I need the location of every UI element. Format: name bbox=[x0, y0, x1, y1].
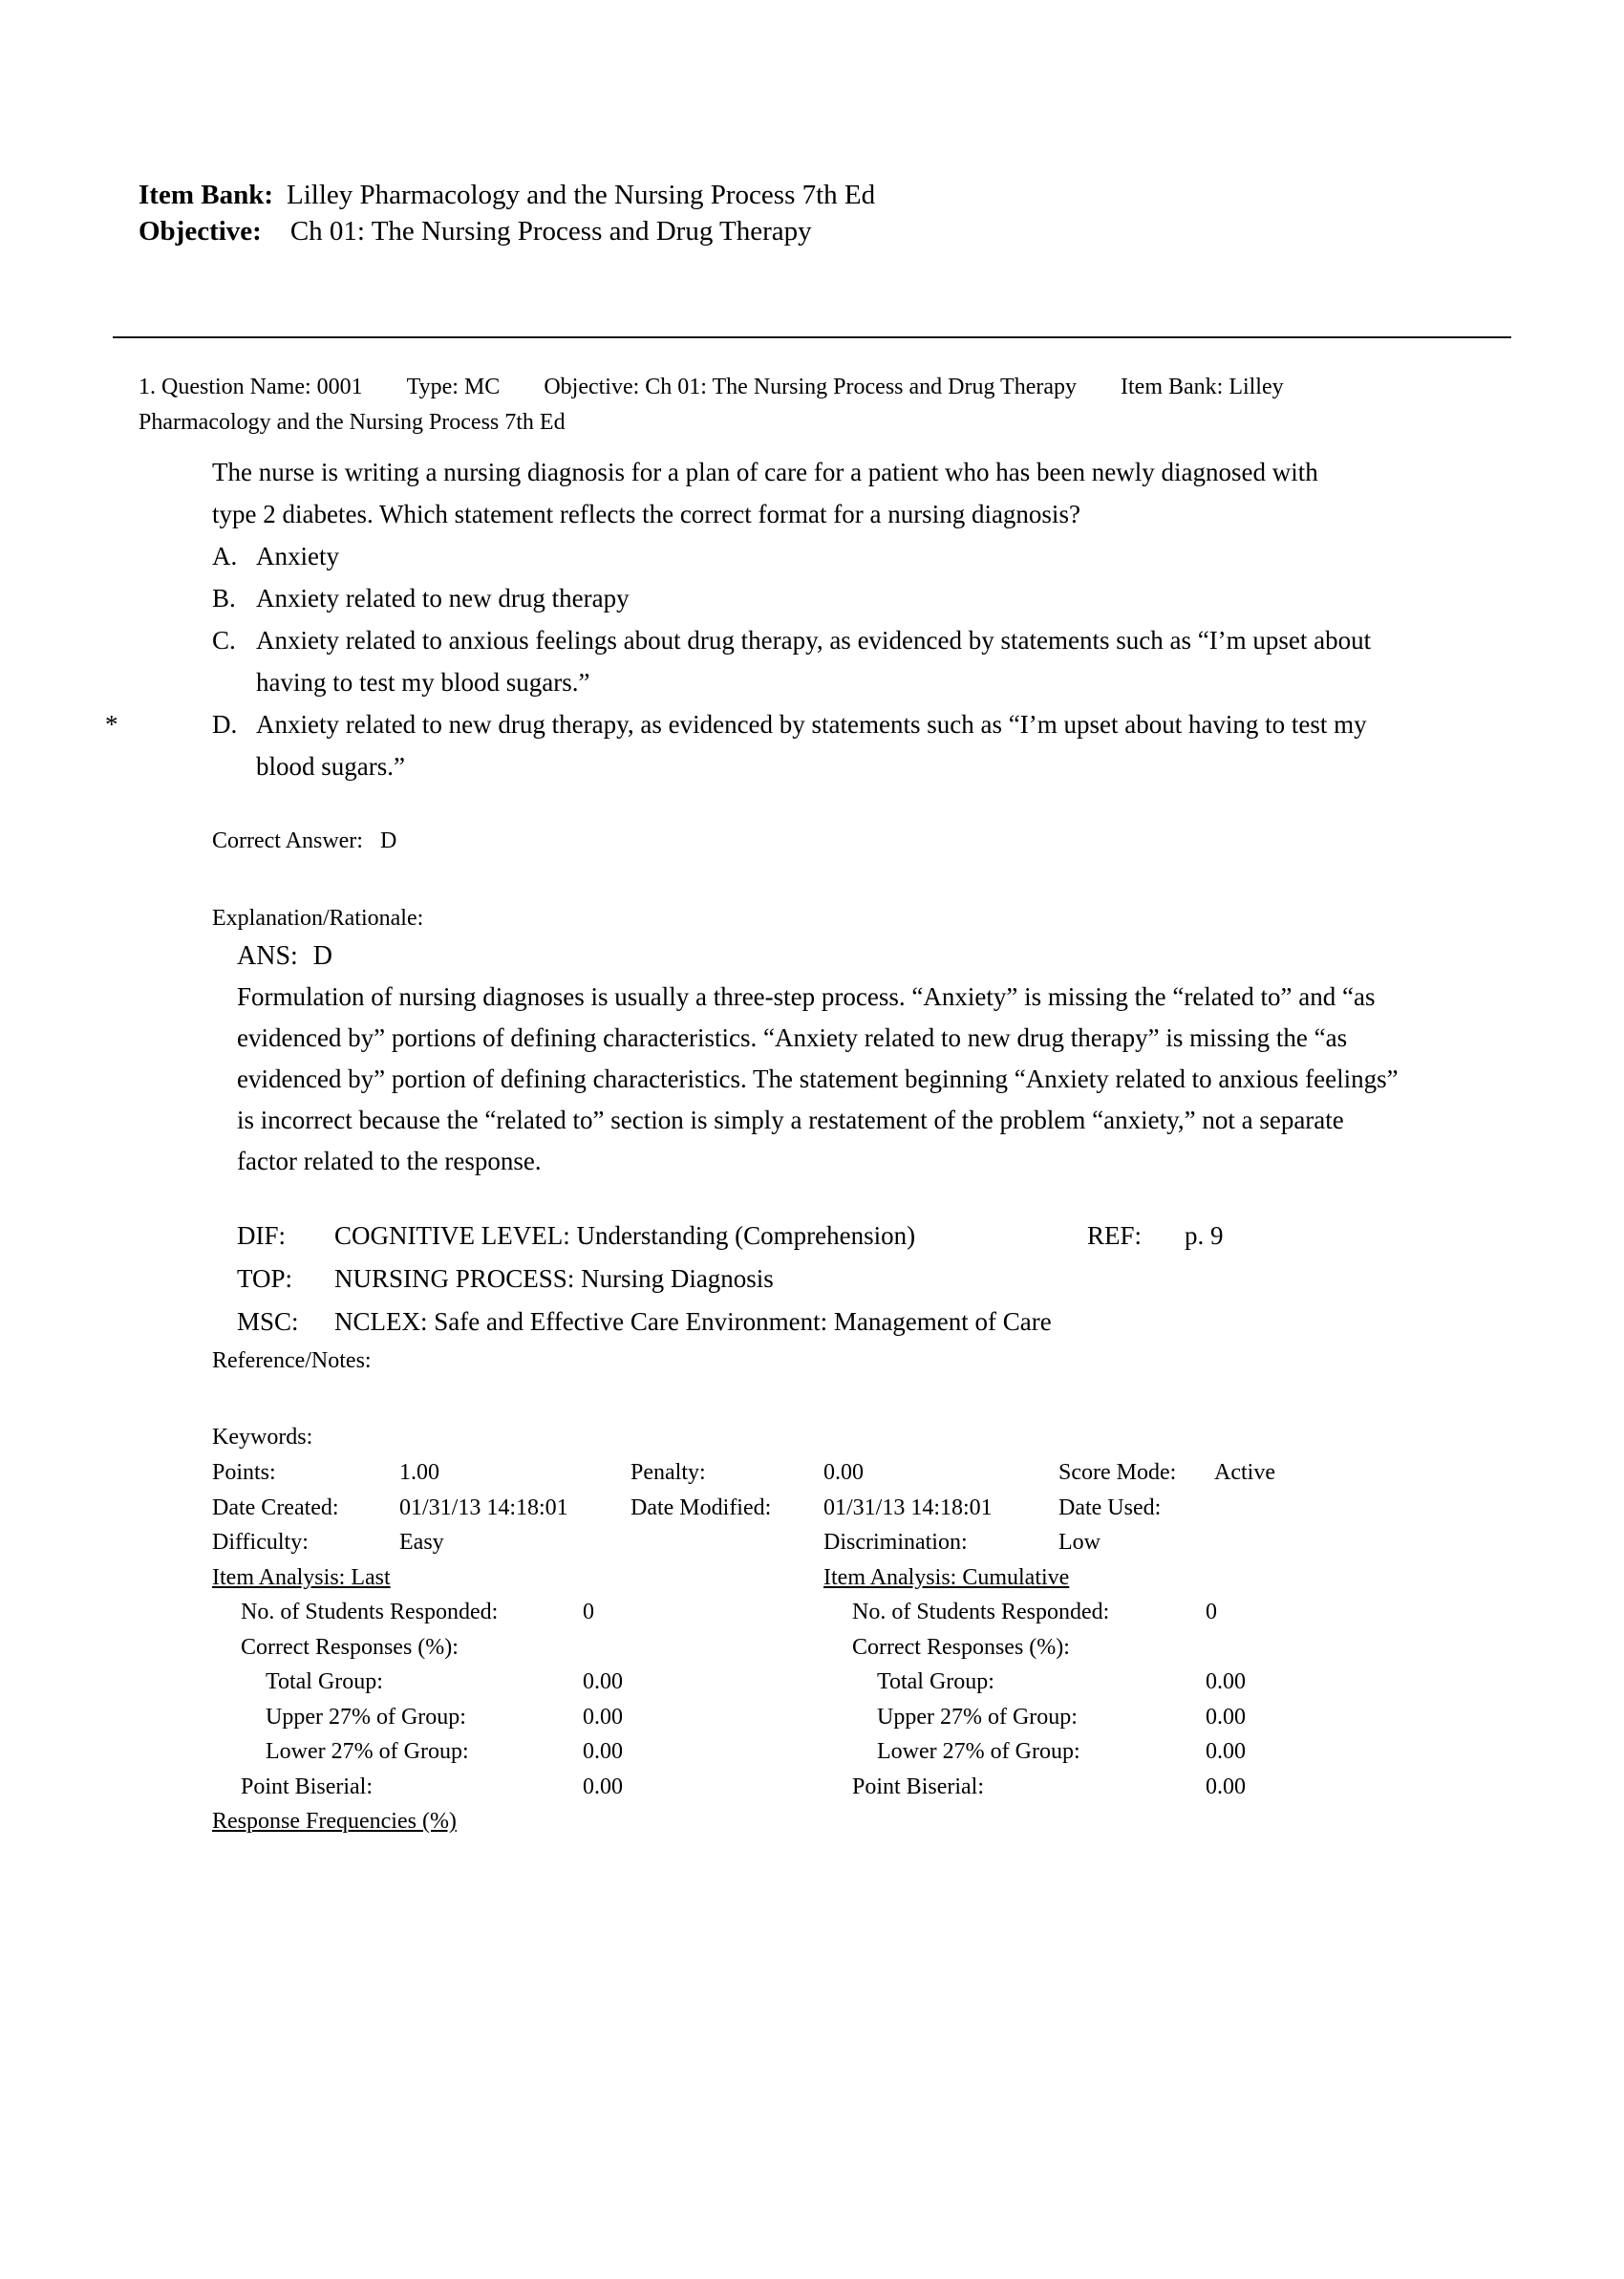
ans-value: D bbox=[312, 941, 333, 971]
objective-value: Ch 01: The Nursing Process and Drug Therapy bbox=[289, 216, 812, 247]
lower-group-label: Lower 27% of Group: bbox=[877, 1739, 1080, 1764]
option-text: Anxiety related to new drug therapy bbox=[256, 584, 630, 613]
responded-label: No. of Students Responded: bbox=[852, 1600, 1110, 1624]
date-created-label: Date Created: bbox=[212, 1494, 339, 1520]
option-letter: D. bbox=[212, 710, 238, 739]
document-page bbox=[0, 177, 1624, 2279]
lower-group-row bbox=[212, 1734, 823, 1770]
point-biserial-value: 0.00 bbox=[583, 1774, 623, 1799]
lower-group-label: Lower 27% of Group: bbox=[266, 1739, 469, 1764]
type-field bbox=[407, 375, 501, 399]
msc-label: MSC: bbox=[237, 1307, 299, 1336]
rationale-text: Formulation of nursing diagnoses is usually a three-step process. “Anxiety” is missing the “related to” and “as evidenced by” portions of defining characteristics. “Anxiety related to new drug therapy” is missing the “as evidenced by” portion of defining characteristics. The statement beginning “Anxiety related to anxious feelings” is incorrect because the “related to” section is simply a restatement of the problem “anxiety,” not a separate factor related to the response. bbox=[237, 982, 1399, 1175]
total-group-label: Total Group: bbox=[266, 1669, 383, 1694]
option-letter: C. bbox=[212, 626, 236, 655]
penalty-value: 0.00 bbox=[823, 1460, 864, 1485]
upper-group-label: Upper 27% of Group: bbox=[266, 1704, 466, 1730]
meta-item-bank-label: Item Bank: bbox=[1121, 375, 1224, 399]
difficulty-label: Difficulty: bbox=[212, 1530, 309, 1555]
question-name-value: 0001 bbox=[316, 375, 363, 399]
classification-block bbox=[237, 1215, 1624, 1344]
date-used-label: Date Used: bbox=[1058, 1494, 1162, 1520]
ref-value: p. 9 bbox=[1185, 1221, 1224, 1250]
lower-group-row bbox=[823, 1734, 1624, 1770]
question-name-field bbox=[161, 375, 363, 399]
objective-line bbox=[139, 213, 1624, 249]
correct-responses-row bbox=[212, 1630, 823, 1666]
responded-value: 0 bbox=[1206, 1600, 1217, 1624]
correct-answer-marker: * bbox=[105, 710, 118, 739]
point-biserial-row bbox=[823, 1770, 1624, 1805]
dif-row bbox=[237, 1215, 1624, 1258]
total-group-row bbox=[823, 1665, 1624, 1700]
ans-line bbox=[237, 936, 1624, 977]
keywords-label: Keywords: bbox=[212, 1425, 313, 1450]
point-biserial-value: 0.00 bbox=[1206, 1774, 1246, 1799]
upper-group-row bbox=[212, 1700, 823, 1735]
item-bank-value: Lilley Pharmacology and the Nursing Process 7th Ed bbox=[286, 180, 876, 210]
item-analysis-section bbox=[212, 1560, 1624, 1805]
item-analysis-cumulative-title: Item Analysis: Cumulative bbox=[823, 1564, 1070, 1590]
spacer-cell bbox=[1214, 1525, 1473, 1560]
attributes-grid bbox=[212, 1455, 1473, 1560]
score-mode-label: Score Mode: bbox=[1058, 1460, 1177, 1485]
response-frequencies-heading: Response Frequencies (%) bbox=[212, 1809, 457, 1834]
lower-group-value: 0.00 bbox=[1206, 1739, 1246, 1764]
upper-group-value: 0.00 bbox=[1206, 1704, 1246, 1730]
item-analysis-last bbox=[212, 1560, 823, 1805]
total-group-value: 0.00 bbox=[1206, 1669, 1246, 1694]
msc-value: NCLEX: Safe and Effective Care Environment: Management of Care bbox=[334, 1307, 1052, 1336]
msc-row bbox=[237, 1301, 1624, 1344]
meta-item-bank-value: Lilley Pharmacology and the Nursing Process 7th Ed bbox=[139, 375, 1284, 435]
correct-answer-value: D bbox=[379, 828, 397, 853]
divider bbox=[113, 336, 1511, 338]
upper-group-label: Upper 27% of Group: bbox=[877, 1704, 1078, 1730]
date-created-value: 01/31/13 14:18:01 bbox=[399, 1494, 568, 1520]
ans-label: ANS: bbox=[237, 941, 298, 971]
answer-options bbox=[105, 535, 1624, 787]
item-bank-line bbox=[139, 177, 1624, 213]
answer-option-b bbox=[105, 577, 1624, 619]
difficulty-value: Easy bbox=[399, 1530, 444, 1555]
explanation-section-label: Explanation/Rationale: bbox=[212, 906, 424, 931]
correct-answer-line bbox=[212, 824, 1624, 859]
date-modified-value: 01/31/13 14:18:01 bbox=[823, 1494, 993, 1520]
option-text: Anxiety related to new drug therapy, as evidenced by statements such as “I’m upset about having to test my blood sugars.” bbox=[256, 710, 1367, 781]
option-letter: B. bbox=[212, 584, 236, 613]
document-header bbox=[139, 177, 1624, 249]
question-stem: The nurse is writing a nursing diagnosis for a plan of care for a patient who has been newly diagnosed with type 2 diabetes. Which statement reflects the correct format for a nursing diagnosis? bbox=[212, 458, 1318, 528]
responded-row bbox=[212, 1595, 823, 1630]
date-modified-label: Date Modified: bbox=[630, 1494, 772, 1520]
upper-group-row bbox=[823, 1700, 1624, 1735]
points-label: Points: bbox=[212, 1460, 276, 1485]
total-group-value: 0.00 bbox=[583, 1669, 623, 1694]
date-used-value bbox=[1214, 1491, 1473, 1526]
dif-value: COGNITIVE LEVEL: Understanding (Comprehension) bbox=[334, 1221, 916, 1250]
option-letter: A. bbox=[212, 542, 238, 570]
discrimination-label: Discrimination: bbox=[823, 1530, 968, 1555]
type-label: Type: bbox=[406, 375, 459, 399]
top-value: NURSING PROCESS: Nursing Diagnosis bbox=[334, 1264, 774, 1293]
objective-label: Objective: bbox=[139, 216, 262, 247]
question-number: 1. bbox=[139, 375, 156, 399]
answer-option-d bbox=[105, 703, 1624, 787]
meta-objective-value: Ch 01: The Nursing Process and Drug Therapy bbox=[645, 375, 1077, 399]
point-biserial-label: Point Biserial: bbox=[852, 1774, 984, 1799]
upper-group-value: 0.00 bbox=[583, 1704, 623, 1730]
responded-row bbox=[823, 1595, 1624, 1630]
answer-option-c bbox=[105, 619, 1624, 703]
answer-option-a bbox=[105, 535, 1624, 577]
point-biserial-row bbox=[212, 1770, 823, 1805]
item-analysis-cumulative bbox=[823, 1560, 1624, 1805]
points-value: 1.00 bbox=[399, 1460, 439, 1485]
option-text: Anxiety bbox=[256, 542, 339, 570]
point-biserial-label: Point Biserial: bbox=[241, 1774, 373, 1799]
dif-label: DIF: bbox=[237, 1221, 287, 1250]
meta-objective-label: Objective: bbox=[544, 375, 640, 399]
item-analysis-last-title: Item Analysis: Last bbox=[212, 1564, 391, 1590]
correct-responses-label: Correct Responses (%): bbox=[241, 1634, 459, 1660]
total-group-label: Total Group: bbox=[877, 1669, 994, 1694]
objective-field bbox=[544, 375, 1077, 399]
question-name-label: Question Name: bbox=[161, 375, 311, 399]
type-value: MC bbox=[463, 375, 501, 399]
correct-answer-marker bbox=[105, 619, 212, 703]
penalty-label: Penalty: bbox=[630, 1460, 706, 1485]
top-label: TOP: bbox=[237, 1264, 293, 1293]
responded-value: 0 bbox=[583, 1600, 594, 1624]
ref-label: REF: bbox=[1087, 1221, 1143, 1250]
question-meta bbox=[139, 370, 1371, 441]
option-text: Anxiety related to anxious feelings about drug therapy, as evidenced by statements such as “I’m upset about having to test my blood sugars.” bbox=[256, 626, 1372, 697]
item-bank-label: Item Bank: bbox=[139, 180, 273, 210]
correct-answer-marker bbox=[105, 535, 212, 577]
score-mode-value: Active bbox=[1214, 1460, 1275, 1485]
total-group-row bbox=[212, 1665, 823, 1700]
spacer-cell bbox=[630, 1525, 823, 1560]
correct-responses-row bbox=[823, 1630, 1624, 1666]
lower-group-value: 0.00 bbox=[583, 1739, 623, 1764]
reference-notes-label: Reference/Notes: bbox=[212, 1348, 372, 1373]
top-row bbox=[237, 1258, 1624, 1301]
correct-answer-label: Correct Answer: bbox=[212, 828, 363, 853]
discrimination-value: Low bbox=[1058, 1530, 1100, 1555]
correct-answer-marker bbox=[105, 577, 212, 619]
responded-label: No. of Students Responded: bbox=[241, 1600, 499, 1624]
correct-responses-label: Correct Responses (%): bbox=[852, 1634, 1070, 1660]
